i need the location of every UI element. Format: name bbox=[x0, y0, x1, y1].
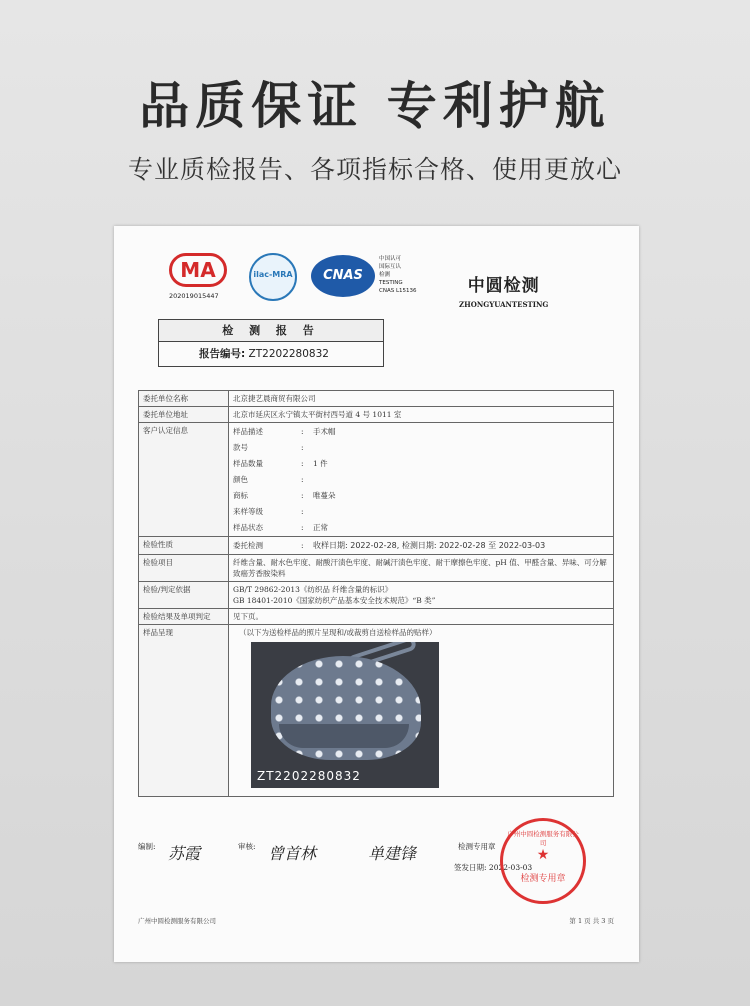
sample-photo-cell: （以下为送检样品的照片呈现和/或裁剪自送检样品的贴样） ZT2202280832 bbox=[229, 625, 614, 797]
report-number: ZT2202280832 bbox=[248, 348, 329, 360]
issue-date: 2022-03-03 bbox=[488, 863, 533, 872]
approver-signature: 单建锋 bbox=[368, 844, 417, 863]
sample-photo bbox=[251, 642, 439, 788]
issue-date-line: 签发日期: 2022-03-03 bbox=[454, 863, 533, 872]
table-row: 客户认定信息 样品描述 : 手术帽 款号 : 样品数量 : 1 件 颜色 : 商标 : 唯蔓朵 来样等级 : 样品状态 : 正常 bbox=[139, 423, 614, 537]
test-nature: 委托检测 : 收样日期: 2022-02-28, 检测日期: 2022-02-28 至 2022-03-03 bbox=[229, 537, 614, 555]
table-row: 样品呈现 （以下为送检样品的照片呈现和/或裁剪自送检样品的贴样） ZT2202280832 bbox=[139, 625, 614, 797]
footer-page: 第 1 页 共 3 页 bbox=[569, 917, 614, 925]
star-icon: ★ bbox=[536, 847, 550, 863]
lab-brand bbox=[459, 271, 548, 309]
reviewer-label: 审核: bbox=[238, 842, 256, 851]
ilac-mra-logo-icon: ilac-MRA bbox=[249, 253, 297, 301]
seal-label-text: 检测专用章 bbox=[520, 874, 566, 884]
report-info-table bbox=[138, 390, 614, 797]
certification-logos bbox=[169, 253, 609, 309]
cnas-accreditation-text: 中国认可 国际互认 检测 TESTING CNAS L15136 bbox=[379, 256, 417, 294]
cma-number: 202019015447 bbox=[169, 292, 219, 300]
cap-band-icon bbox=[279, 724, 409, 748]
table-row: 委托单位名称 北京捷艺晨商贸有限公司 bbox=[139, 391, 614, 407]
reviewer-signature: 曾首林 bbox=[268, 844, 317, 863]
report-number-label: 报告编号: bbox=[199, 348, 246, 360]
table-row: 检验项目 纤维含量、耐水色牢度、耐酸汗渍色牢度、耐碱汗渍色牢度、耐干摩擦色牢度、pH 值、甲醛含量、异味、可分解致癌芳香胺染料 bbox=[139, 555, 614, 582]
subline: 专业质检报告、各项指标合格、使用更放心 bbox=[127, 155, 622, 184]
report-title-box bbox=[158, 319, 384, 367]
seal-label: 检测专用章 bbox=[458, 842, 496, 851]
report-title: 检 测 报 告 bbox=[159, 320, 383, 342]
headline: 品质保证 专利护航 bbox=[139, 77, 611, 135]
cma-mark-icon: MA bbox=[169, 253, 227, 287]
editor-label: 编制: bbox=[138, 842, 156, 851]
brand-name-en: ZHONGYUANTESTING bbox=[459, 300, 549, 309]
photo-caption: ZT2202280832 bbox=[257, 769, 361, 783]
footer-company: 广州中圆检测服务有限公司 bbox=[138, 917, 216, 925]
table-row: 委托单位地址 北京市延庆区永宁镇太平街村西号道 4 号 1011 室 bbox=[139, 407, 614, 423]
table-row: 检验性质 委托检测 : 收样日期: 2022-02-28, 检测日期: 2022-02-28 至 2022-03-03 bbox=[139, 537, 614, 555]
red-seal-stamp bbox=[500, 818, 586, 904]
report-footer bbox=[138, 916, 614, 928]
brand-name-cn: 中圆检测 bbox=[467, 276, 540, 296]
cnas-logo-icon: CNAS bbox=[311, 255, 375, 297]
table-row: 检验结果及单项判定 见下页。 bbox=[139, 609, 614, 625]
cma-logo bbox=[169, 253, 229, 300]
sample-info: 样品描述 : 手术帽 款号 : 样品数量 : 1 件 颜色 : 商标 : 唯蔓朵 来样等级 : 样品状态 : 正常 bbox=[229, 423, 614, 537]
report-number-line bbox=[159, 342, 383, 367]
seal-ring-text: 广州中圆检测服务有限公司 bbox=[507, 830, 579, 847]
editor-signature: 苏霞 bbox=[168, 844, 201, 863]
table-row: 检验/判定依据 GB/T 29862-2013《纺织品 纤维含量的标识》 GB 18401-2010《国家纺织产品基本安全技术规范》“B 类” bbox=[139, 582, 614, 609]
test-report-document bbox=[114, 226, 639, 962]
